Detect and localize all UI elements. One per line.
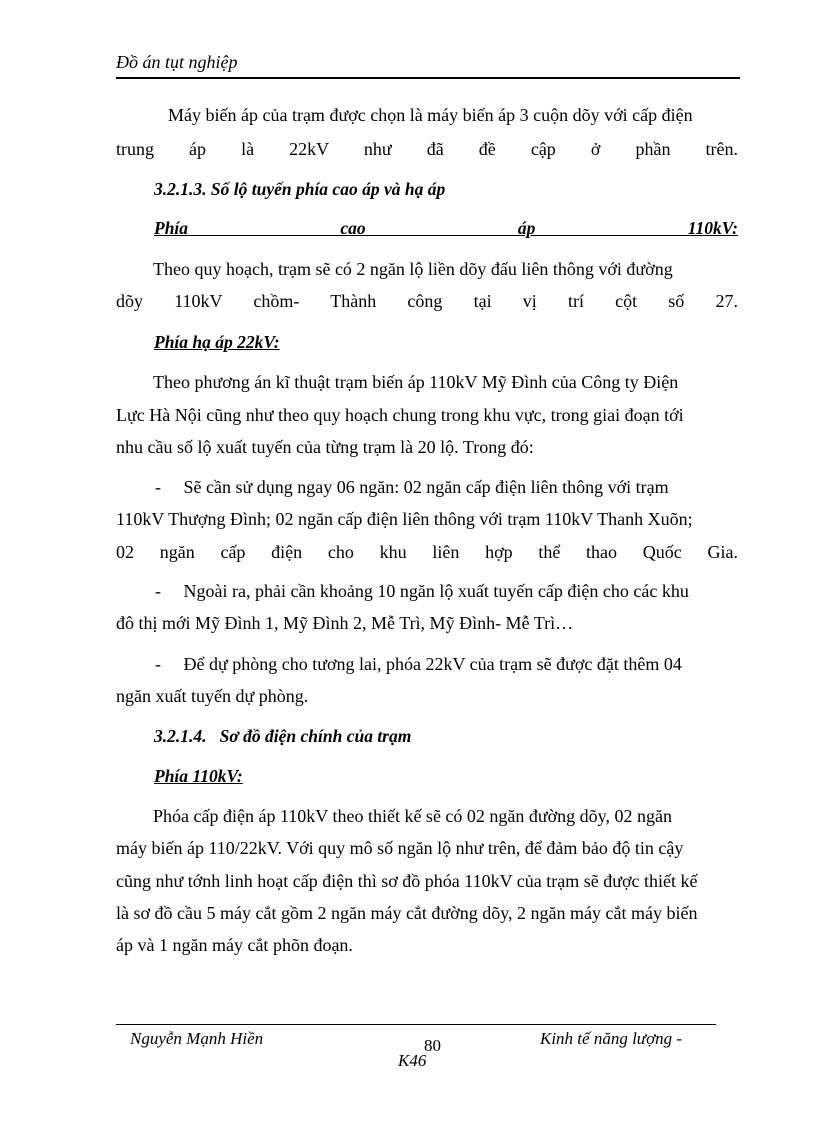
section-heading: 3.2.1.4. Sơ đồ điện chính của trạm [154, 726, 412, 746]
paragraph-line: 02 ngăn cấp điện cho khu liên hợp thể thao Quốc Gia. [116, 542, 738, 562]
subsection-heading: Phía 110kV: [154, 766, 243, 786]
paragraph-line: Máy biến áp của trạm được chọn là máy biến áp 3 cuộn dõy với cấp điện [168, 105, 693, 125]
paragraph-line: 110kV Thượng Đình; 02 ngăn cấp điện liên thông với trạm 110kV Thanh Xuõn; [116, 509, 693, 529]
paragraph-line: là sơ đồ cầu 5 máy cắt gồm 2 ngăn máy cắt đường dõy, 2 ngăn máy cắt máy biến [116, 903, 698, 923]
bullet-item: - Ngoài ra, phải cần khoảng 10 ngăn lộ xuất tuyến cấp điện cho các khu [155, 581, 689, 601]
section-heading: 3.2.1.3. Số lộ tuyến phía cao áp và hạ áp [154, 179, 446, 199]
footer-divider [116, 1024, 716, 1025]
footer-class: K46 [398, 1051, 427, 1070]
paragraph-line: Phóa cấp điện áp 110kV theo thiết kế sẽ có 02 ngăn đường dõy, 02 ngăn [153, 806, 673, 826]
paragraph-line: đô thị mới Mỹ Đình 1, Mỹ Đình 2, Mễ Trì, Mỹ Đình- Mễ Trì… [116, 613, 574, 633]
paragraph-line: trung áp là 22kV như đã đề cập ở phần trên. [116, 139, 738, 159]
paragraph-line: áp và 1 ngăn máy cắt phõn đoạn. [116, 935, 353, 955]
subsection-heading: Phía cao áp 110kV: [154, 218, 738, 238]
footer-author: Nguyễn Mạnh Hiền [130, 1029, 264, 1048]
bullet-item: - Sẽ cần sử dụng ngay 06 ngăn: 02 ngăn cấp điện liên thông với trạm [155, 477, 669, 497]
paragraph-line: Lực Hà Nội cũng như theo quy hoạch chung trong khu vực, trong giai đoạn tới [116, 405, 684, 425]
paragraph-line: Theo phương án kĩ thuật trạm biến áp 110kV Mỹ Đình của Công ty Điện [153, 372, 679, 392]
header-title: Đồ án tụt nghiệp [116, 52, 238, 72]
paragraph-line: máy biến áp 110/22kV. Với quy mô số ngăn lộ như trên, để đảm bảo độ tin cậy [116, 838, 684, 858]
bullet-item: - Để dự phòng cho tương lai, phóa 22kV của trạm sẽ được đặt thêm 04 [155, 654, 682, 674]
page-number: 80 [424, 1036, 441, 1055]
paragraph-line: Theo quy hoạch, trạm sẽ có 2 ngăn lộ liền dõy đấu liên thông với đường [153, 259, 673, 279]
paragraph-line: dõy 110kV chồm- Thành công tại vị trí cột số 27. [116, 291, 738, 311]
paragraph-line: ngăn xuất tuyến dự phòng. [116, 686, 309, 706]
footer-department: Kinh tế năng lượng - [540, 1029, 683, 1048]
subsection-heading: Phía hạ áp 22kV: [154, 332, 280, 352]
paragraph-line: cũng như tớnh linh hoạt cấp điện thì sơ đồ phóa 110kV của trạm sẽ được thiết kế [116, 871, 698, 891]
paragraph-line: nhu cầu số lộ xuất tuyến của từng trạm là 20 lộ. Trong đó: [116, 437, 534, 457]
header-divider [116, 77, 740, 79]
